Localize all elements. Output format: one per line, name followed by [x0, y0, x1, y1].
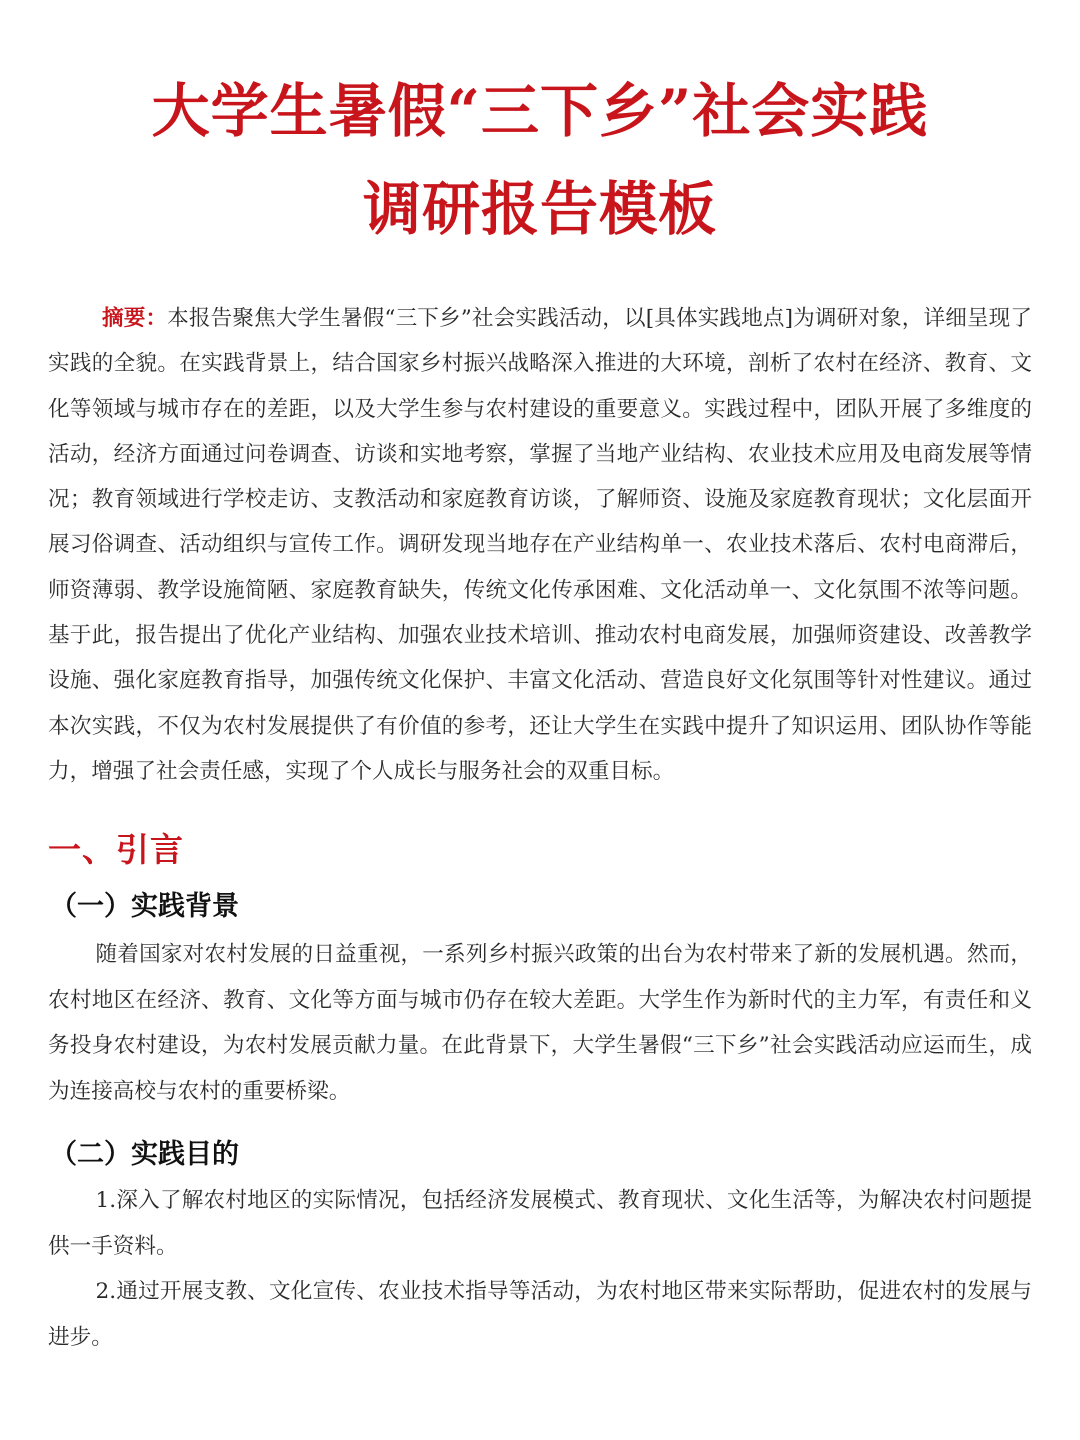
section-heading-introduction: 一、引言	[48, 830, 184, 870]
purpose-item-1: 1.深入了解农村地区的实际情况，包括经济发展模式、教育现状、文化生活等，为解决农村问题提供一手资料。	[48, 1188, 1032, 1259]
background-paragraph: 随着国家对农村发展的日益重视，一系列乡村振兴政策的出台为农村带来了新的发展机遇。然而，农村地区在经济、教育、文化等方面与城市仍存在较大差距。大学生作为新时代的主力军，有责任和义务投身农村建设，为农村发展贡献力量。在此背景下，大学生暑假“三下乡”社会实践活动应运而生，成为连接高校与农村的重要桥梁。	[48, 942, 1032, 1104]
subsection-heading-purpose: （二）实践目的	[50, 1139, 239, 1171]
subsection-heading-background: （一）实践背景	[50, 891, 239, 923]
abstract-text: 本报告聚焦大学生暑假“三下乡”社会实践活动，以[具体实践地点]为调研对象，详细呈现了实践的全貌。在实践背景上，结合国家乡村振兴战略深入推进的大环境，剖析了农村在经济、教育、文化等领域与城市存在的差距，以及大学生参与农村建设的重要意义。实践过程中，团队开展了多维度的活动，经济方面通过问卷调查、访谈和实地考察，掌握了当地产业结构、农业技术应用及电商发展等情况；教育领域进行学校走访、支教活动和家庭教育访谈，了解师资、设施及家庭教育现状；文化层面开展习俗调查、活动组织与宣传工作。调研发现当地存在产业结构单一、农业技术落后、农村电商滞后，师资薄弱、教学设施简陋、家庭教育缺失，传统文化传承困难、文化活动单一、文化氛围不浓等问题。基于此，报告提出了优化产业结构、加强农业技术培训、推动农村电商发展，加强师资建设、改善教学设施、强化家庭教育指导，加强传统文化保护、丰富文化活动、营造良好文化氛围等针对性建议。通过本次实践，不仅为农村发展提供了有价值的参考，还让大学生在实践中提升了知识运用、团队协作等能力，增强了社会责任感，实现了个人成长与服务社会的双重目标。	[48, 306, 1032, 784]
purpose-item-2: 2.通过开展支教、文化宣传、农业技术指导等活动，为农村地区带来实际帮助，促进农村的发展与进步。	[48, 1279, 1032, 1350]
abstract-paragraph	[48, 296, 1032, 794]
title-line-1: 大学生暑假“三下乡”社会实践	[151, 77, 929, 145]
document-title	[48, 62, 1032, 258]
abstract-label: 摘要：	[102, 306, 168, 331]
title-line-2: 调研报告模板	[362, 175, 717, 243]
